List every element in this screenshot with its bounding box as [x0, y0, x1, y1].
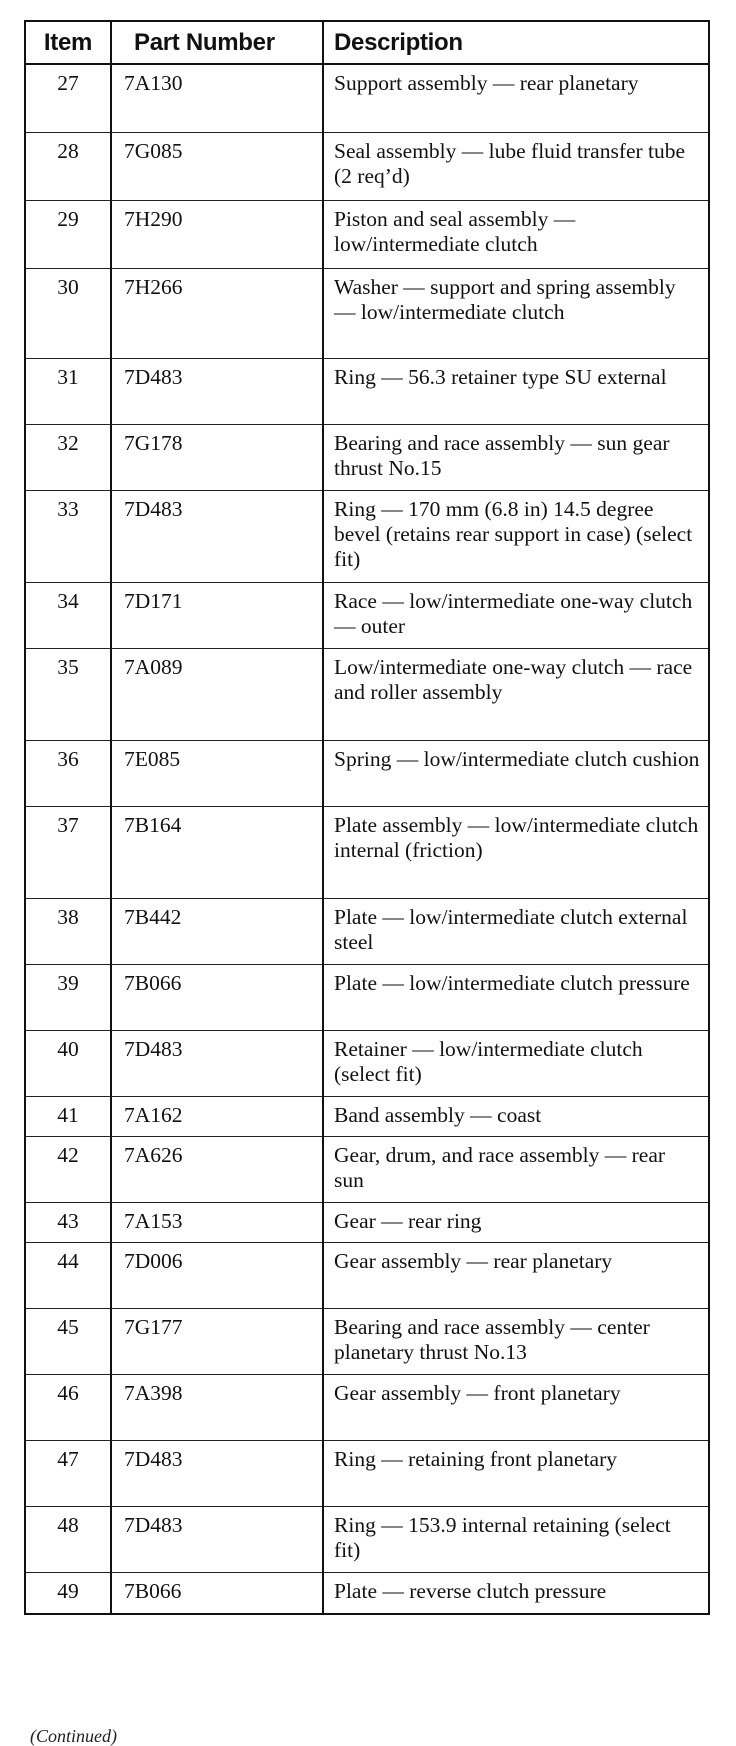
part-number-cell: 7G177: [111, 1308, 323, 1374]
item-number-cell: 46: [25, 1374, 111, 1440]
description-cell: Washer — support and spring assembly — low/intermediate clutch: [323, 268, 709, 358]
part-number-cell: 7A130: [111, 64, 323, 132]
description-cell: Bearing and race assembly — center planetary thrust No.13: [323, 1308, 709, 1374]
column-header-item: Item: [25, 21, 111, 64]
part-number-cell: 7D171: [111, 582, 323, 648]
part-number-cell: 7E085: [111, 740, 323, 806]
table-row: [25, 1506, 709, 1572]
part-number-cell: 7D006: [111, 1242, 323, 1308]
table-row: [25, 648, 709, 740]
item-number-cell: 47: [25, 1440, 111, 1506]
description-cell: Band assembly — coast: [323, 1096, 709, 1136]
table-row: [25, 1202, 709, 1242]
part-number-cell: 7B442: [111, 898, 323, 964]
part-number-cell: 7B066: [111, 1572, 323, 1614]
table-header-row: [25, 21, 709, 64]
item-number-cell: 43: [25, 1202, 111, 1242]
description-cell: Ring — 170 mm (6.8 in) 14.5 degree bevel (retains rear support in case) (select fit): [323, 490, 709, 582]
part-number-cell: 7D483: [111, 490, 323, 582]
item-number-cell: 27: [25, 64, 111, 132]
item-number-cell: 37: [25, 806, 111, 898]
description-cell: Gear — rear ring: [323, 1202, 709, 1242]
part-number-cell: 7H266: [111, 268, 323, 358]
item-number-cell: 40: [25, 1030, 111, 1096]
table-row: [25, 1136, 709, 1202]
description-cell: Piston and seal assembly — low/intermediate clutch: [323, 200, 709, 268]
item-number-cell: 39: [25, 964, 111, 1030]
item-number-cell: 30: [25, 268, 111, 358]
table-row: [25, 1440, 709, 1506]
description-cell: Ring — retaining front planetary: [323, 1440, 709, 1506]
table-row: [25, 1096, 709, 1136]
table-row: [25, 1572, 709, 1614]
description-cell: Support assembly — rear planetary: [323, 64, 709, 132]
item-number-cell: 31: [25, 358, 111, 424]
table-row: [25, 1030, 709, 1096]
continued-note: (Continued): [30, 1726, 117, 1746]
part-number-cell: 7H290: [111, 200, 323, 268]
item-number-cell: 28: [25, 132, 111, 200]
description-cell: Low/intermediate one-way clutch — race and roller assembly: [323, 648, 709, 740]
description-cell: Seal assembly — lube fluid transfer tube (2 req’d): [323, 132, 709, 200]
table-row: [25, 898, 709, 964]
part-number-cell: 7D483: [111, 1506, 323, 1572]
part-number-cell: 7D483: [111, 358, 323, 424]
table-row: [25, 64, 709, 132]
table-row: [25, 740, 709, 806]
part-number-cell: 7B164: [111, 806, 323, 898]
parts-table: [24, 20, 710, 1615]
part-number-cell: 7A153: [111, 1202, 323, 1242]
item-number-cell: 34: [25, 582, 111, 648]
table-row: [25, 132, 709, 200]
table-row: [25, 1242, 709, 1308]
part-number-cell: 7A626: [111, 1136, 323, 1202]
table-row: [25, 1308, 709, 1374]
item-number-cell: 33: [25, 490, 111, 582]
description-cell: Gear, drum, and race assembly — rear sun: [323, 1136, 709, 1202]
description-cell: Gear assembly — rear planetary: [323, 1242, 709, 1308]
part-number-cell: 7A162: [111, 1096, 323, 1136]
table-row: [25, 964, 709, 1030]
description-cell: Spring — low/intermediate clutch cushion: [323, 740, 709, 806]
part-number-cell: 7G178: [111, 424, 323, 490]
item-number-cell: 38: [25, 898, 111, 964]
description-cell: Plate — reverse clutch pressure: [323, 1572, 709, 1614]
item-number-cell: 44: [25, 1242, 111, 1308]
item-number-cell: 32: [25, 424, 111, 490]
part-number-cell: 7B066: [111, 964, 323, 1030]
table-row: [25, 582, 709, 648]
item-number-cell: 29: [25, 200, 111, 268]
part-number-cell: 7D483: [111, 1030, 323, 1096]
item-number-cell: 42: [25, 1136, 111, 1202]
part-number-cell: 7A089: [111, 648, 323, 740]
table-row: [25, 1374, 709, 1440]
part-number-cell: 7A398: [111, 1374, 323, 1440]
column-header-description: Description: [323, 21, 709, 64]
table-row: [25, 806, 709, 898]
description-cell: Gear assembly — front planetary: [323, 1374, 709, 1440]
table-row: [25, 358, 709, 424]
description-cell: Ring — 153.9 internal retaining (select fit): [323, 1506, 709, 1572]
description-cell: Race — low/intermediate one-way clutch — outer: [323, 582, 709, 648]
table-row: [25, 490, 709, 582]
table-row: [25, 200, 709, 268]
item-number-cell: 35: [25, 648, 111, 740]
part-number-cell: 7G085: [111, 132, 323, 200]
item-number-cell: 36: [25, 740, 111, 806]
parts-table-body: [25, 64, 709, 1614]
description-cell: Bearing and race assembly — sun gear thrust No.15: [323, 424, 709, 490]
description-cell: Plate — low/intermediate clutch external steel: [323, 898, 709, 964]
description-cell: Plate — low/intermediate clutch pressure: [323, 964, 709, 1030]
part-number-cell: 7D483: [111, 1440, 323, 1506]
description-cell: Plate assembly — low/intermediate clutch internal (friction): [323, 806, 709, 898]
description-cell: Ring — 56.3 retainer type SU external: [323, 358, 709, 424]
item-number-cell: 49: [25, 1572, 111, 1614]
table-row: [25, 424, 709, 490]
item-number-cell: 41: [25, 1096, 111, 1136]
item-number-cell: 45: [25, 1308, 111, 1374]
column-header-part-number: Part Number: [111, 21, 323, 64]
description-cell: Retainer — low/intermediate clutch (select fit): [323, 1030, 709, 1096]
table-row: [25, 268, 709, 358]
item-number-cell: 48: [25, 1506, 111, 1572]
